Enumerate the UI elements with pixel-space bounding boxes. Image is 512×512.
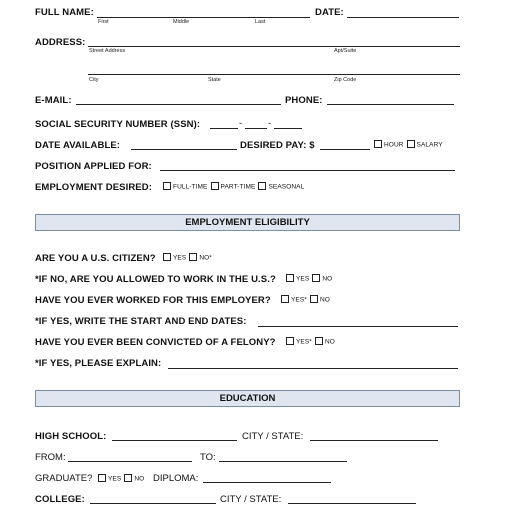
felony-options bbox=[283, 338, 335, 346]
dates-question: *IF YES, WRITE THE START AND END DATES: bbox=[35, 316, 247, 327]
grad-no-checkbox[interactable] bbox=[124, 474, 132, 482]
date-available-field[interactable] bbox=[131, 149, 237, 150]
hs-city-state-field[interactable] bbox=[310, 440, 438, 441]
pay-type-options bbox=[371, 141, 443, 149]
hs-city-state-label: CITY / STATE: bbox=[242, 431, 304, 442]
explain-field[interactable] bbox=[168, 368, 458, 369]
ssn-field-2[interactable] bbox=[245, 128, 267, 129]
phone-label: PHONE: bbox=[285, 95, 323, 106]
desired-pay-field[interactable] bbox=[320, 149, 370, 150]
date-label: DATE: bbox=[315, 7, 344, 18]
ssn-dash-2: - bbox=[268, 118, 272, 129]
city-state-zip-field[interactable] bbox=[88, 74, 460, 75]
citizen-options bbox=[160, 254, 212, 262]
high-school-field[interactable] bbox=[112, 440, 237, 441]
employment-eligibility-header: EMPLOYMENT ELIGIBILITY bbox=[35, 214, 460, 231]
citizen-no-label: NO* bbox=[199, 254, 212, 262]
felony-no-checkbox[interactable] bbox=[315, 337, 323, 345]
worked-options bbox=[278, 296, 330, 304]
grad-no-label: NO bbox=[134, 475, 145, 483]
city-sublabel: City bbox=[89, 77, 99, 83]
allowed-yes-checkbox[interactable] bbox=[286, 274, 294, 282]
worked-question: HAVE YOU EVER WORKED FOR THIS EMPLOYER? bbox=[35, 295, 271, 306]
college-city-state-field[interactable] bbox=[288, 503, 416, 504]
desired-pay-label: DESIRED PAY: $ bbox=[240, 140, 315, 151]
apt-sublabel: Apt/Suite bbox=[334, 48, 357, 54]
employment-type-options bbox=[160, 183, 304, 191]
salary-label: SALARY bbox=[416, 141, 443, 149]
ssn-dash-1: - bbox=[239, 118, 243, 129]
part-time-label: PART-TIME bbox=[220, 183, 256, 191]
college-city-state-label: CITY / STATE: bbox=[220, 494, 282, 505]
email-label: E-MAIL: bbox=[35, 95, 72, 106]
allowed-yes-label: YES bbox=[296, 275, 310, 283]
hour-label: HOUR bbox=[384, 141, 404, 149]
date-available-label: DATE AVAILABLE: bbox=[35, 140, 121, 151]
felony-yes-label: YES* bbox=[296, 338, 312, 346]
citizen-yes-label: YES bbox=[173, 254, 187, 262]
zip-sublabel: Zip Code bbox=[334, 77, 357, 83]
college-label: COLLEGE: bbox=[35, 494, 85, 505]
education-header: EDUCATION bbox=[35, 390, 460, 407]
full-time-checkbox[interactable] bbox=[163, 182, 171, 190]
street-sublabel: Street Address bbox=[89, 48, 126, 54]
explain-question: *IF YES, PLEASE EXPLAIN: bbox=[35, 358, 162, 369]
ssn-field-1[interactable] bbox=[210, 128, 238, 129]
graduate-text: GRADUATE? bbox=[35, 473, 93, 484]
phone-field[interactable] bbox=[327, 104, 454, 105]
high-school-label: HIGH SCHOOL: bbox=[35, 431, 107, 442]
diploma-label: DIPLOMA: bbox=[153, 473, 199, 484]
diploma-field[interactable] bbox=[203, 482, 331, 483]
allowed-question: *IF NO, ARE YOU ALLOWED TO WORK IN THE U.S.? bbox=[35, 274, 276, 285]
felony-question: HAVE YOU EVER BEEN CONVICTED OF A FELONY? bbox=[35, 337, 276, 348]
first-sublabel: First bbox=[98, 19, 109, 25]
graduate-label bbox=[35, 473, 92, 484]
seasonal-checkbox[interactable] bbox=[258, 182, 266, 190]
worked-no-label: NO bbox=[319, 296, 330, 304]
worked-yes-label: YES* bbox=[291, 296, 307, 304]
allowed-no-checkbox[interactable] bbox=[312, 274, 320, 282]
citizen-question-text: ARE YOU A U.S. CITIZEN? bbox=[35, 253, 156, 264]
date-field[interactable] bbox=[347, 17, 459, 18]
citizen-no-checkbox[interactable] bbox=[189, 253, 197, 261]
employment-desired-label: EMPLOYMENT DESIRED: bbox=[35, 182, 152, 193]
worked-yes-checkbox[interactable] bbox=[281, 295, 289, 303]
full-time-label: FULL-TIME bbox=[173, 183, 208, 191]
position-label: POSITION APPLIED FOR: bbox=[35, 161, 152, 172]
citizen-question bbox=[35, 253, 156, 264]
allowed-no-label: NO bbox=[322, 275, 333, 283]
grad-yes-label: YES bbox=[108, 475, 122, 483]
last-sublabel: Last bbox=[255, 19, 266, 25]
email-field[interactable] bbox=[76, 104, 281, 105]
from-field[interactable] bbox=[68, 461, 192, 462]
state-sublabel: State bbox=[208, 77, 221, 83]
full-name-field[interactable] bbox=[97, 17, 310, 18]
felony-yes-checkbox[interactable] bbox=[286, 337, 294, 345]
salary-checkbox[interactable] bbox=[407, 140, 415, 148]
ssn-label: SOCIAL SECURITY NUMBER (SSN): bbox=[35, 119, 201, 130]
to-field[interactable] bbox=[219, 461, 347, 462]
from-label: FROM: bbox=[35, 452, 66, 463]
hour-checkbox[interactable] bbox=[374, 140, 382, 148]
address-label: ADDRESS: bbox=[35, 37, 86, 48]
allowed-options bbox=[283, 275, 332, 283]
street-address-field[interactable] bbox=[88, 46, 460, 47]
part-time-checkbox[interactable] bbox=[211, 182, 219, 190]
graduate-options bbox=[95, 475, 144, 483]
start-end-dates-field[interactable] bbox=[258, 326, 458, 327]
felony-no-label: NO bbox=[324, 338, 335, 346]
worked-no-checkbox[interactable] bbox=[310, 295, 318, 303]
citizen-yes-checkbox[interactable] bbox=[163, 253, 171, 261]
position-field[interactable] bbox=[160, 170, 455, 171]
to-label: TO: bbox=[200, 452, 216, 463]
seasonal-label: SEASONAL bbox=[268, 183, 305, 191]
full-name-label: FULL NAME: bbox=[35, 7, 94, 18]
ssn-field-3[interactable] bbox=[274, 128, 302, 129]
grad-yes-checkbox[interactable] bbox=[98, 474, 106, 482]
college-field[interactable] bbox=[90, 503, 216, 504]
middle-sublabel: Middle bbox=[173, 19, 190, 25]
